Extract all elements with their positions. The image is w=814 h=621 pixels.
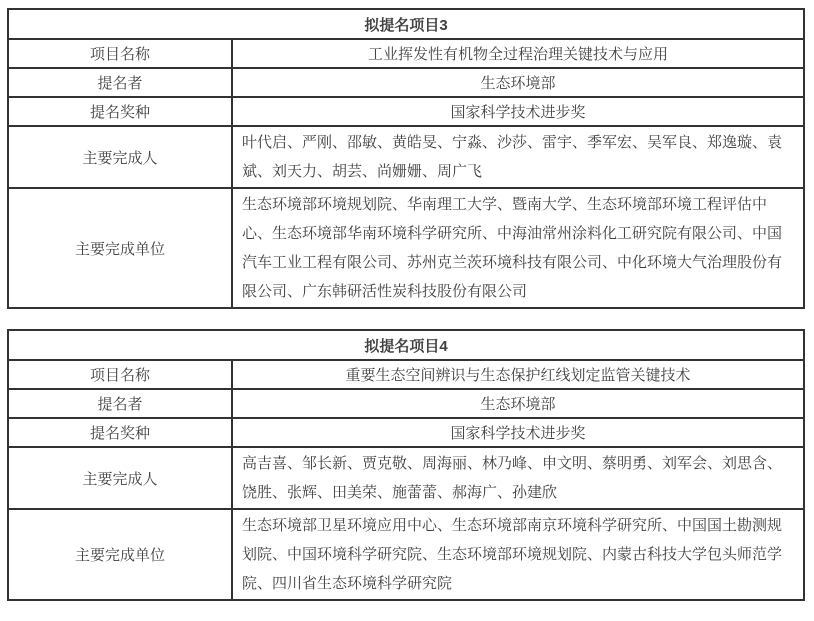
row-value-award-type: 国家科学技术进步奖 [232,418,804,447]
table-row [8,188,804,308]
row-label-main-completers: 主要完成人 [8,126,232,188]
table-row [8,360,804,389]
row-value-award-type: 国家科学技术进步奖 [232,97,804,126]
row-label-project-name: 项目名称 [8,39,232,68]
row-value-project-name: 重要生态空间辨识与生态保护红线划定监管关键技术 [232,360,804,389]
table-row [8,509,804,600]
table-row [8,9,804,39]
row-value-nominator: 生态环境部 [232,389,804,418]
row-label-nominator: 提名者 [8,68,232,97]
project-table-4 [7,329,805,601]
row-value-main-completers: 高吉喜、邹长新、贾克敬、周海丽、林乃峰、申文明、蔡明勇、刘军会、刘思含、饶胜、张辉、田美荣、施蕾蕾、郝海广、孙建欣 [232,447,804,509]
project-table-3 [7,8,805,309]
row-label-award-type: 提名奖种 [8,418,232,447]
row-value-main-completers: 叶代启、严刚、邵敏、黄皓旻、宁淼、沙莎、雷宇、季军宏、吴军良、郑逸璇、袁斌、刘天力、胡芸、尚姗姗、周广飞 [232,126,804,188]
row-label-main-organizations: 主要完成单位 [8,509,232,600]
row-value-nominator: 生态环境部 [232,68,804,97]
table-row [8,97,804,126]
table-row [8,126,804,188]
row-value-main-organizations: 生态环境部环境规划院、华南理工大学、暨南大学、生态环境部环境工程评估中心、生态环境部华南环境科学研究所、中海油常州涂料化工研究院有限公司、中国汽车工业工程有限公司、苏州克兰茨环境科技有限公司、中化环境大气治理股份有限公司、广东韩研活性炭科技股份有限公司 [232,188,804,308]
row-value-main-organizations: 生态环境部卫星环境应用中心、生态环境部南京环境科学研究所、中国国土勘测规划院、中国环境科学研究院、生态环境部环境规划院、内蒙古科技大学包头师范学院、四川省生态环境科学研究院 [232,509,804,600]
table-row [8,418,804,447]
row-label-project-name: 项目名称 [8,360,232,389]
row-label-nominator: 提名者 [8,389,232,418]
table-row [8,39,804,68]
row-label-main-completers: 主要完成人 [8,447,232,509]
row-label-main-organizations: 主要完成单位 [8,188,232,308]
table-row [8,330,804,360]
table-row [8,447,804,509]
table-row [8,389,804,418]
row-label-award-type: 提名奖种 [8,97,232,126]
table-title: 拟提名项目3 [8,9,804,39]
row-value-project-name: 工业挥发性有机物全过程治理关键技术与应用 [232,39,804,68]
table-title: 拟提名项目4 [8,330,804,360]
table-row [8,68,804,97]
